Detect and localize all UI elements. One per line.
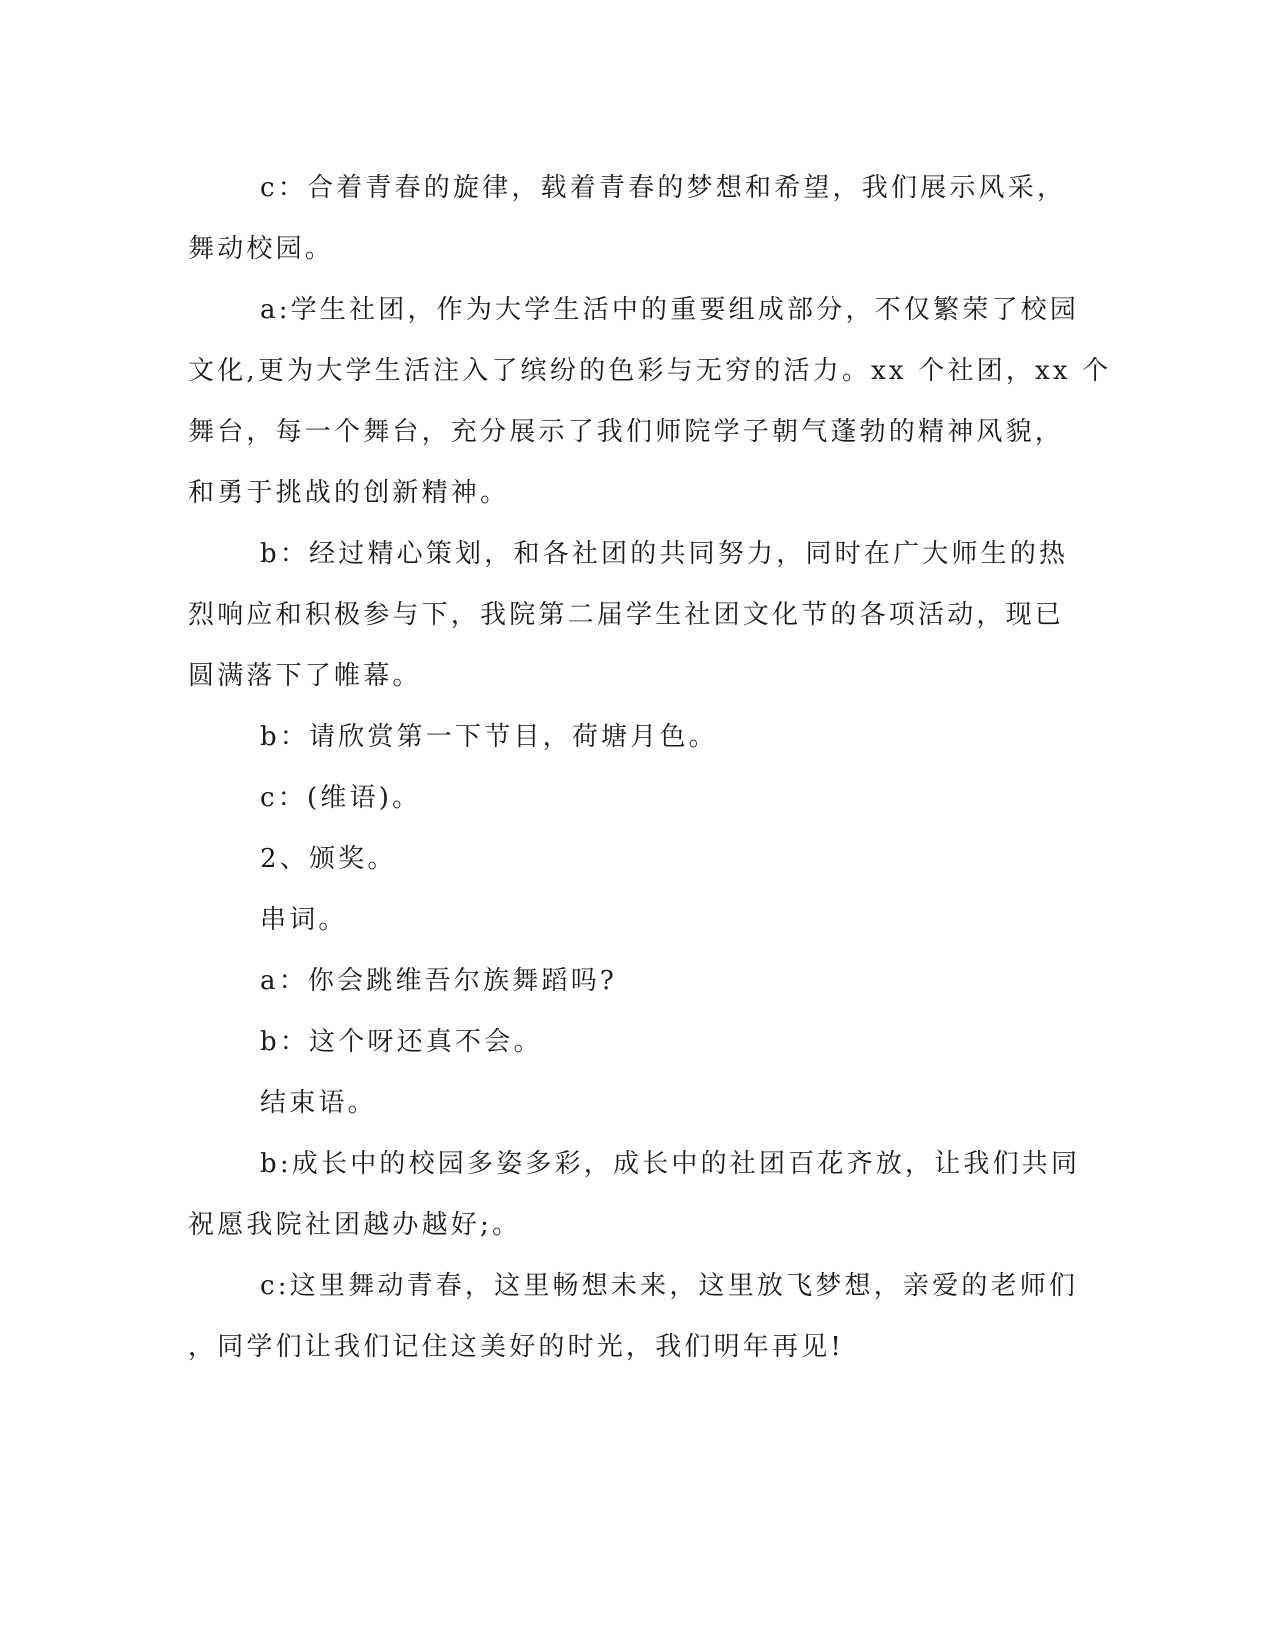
paragraph-a-clubs	[188, 280, 1112, 524]
text-line: 烈响应和积极参与下，我院第二届学生社团文化节的各项活动，现已	[188, 600, 1065, 630]
paragraph-b-program	[188, 707, 1068, 768]
text-line: 文化,更为大学生活注入了缤纷的色彩与无穷的活力。xx 个社团，xx 个	[188, 356, 1112, 386]
paragraph-c-closing	[188, 1256, 1079, 1378]
paragraph-opening-c	[188, 158, 1068, 280]
text-line: ，同学们让我们记住这美好的时光，我们明年再见!	[188, 1332, 845, 1362]
document-body	[188, 158, 1112, 1378]
text-line: a:学生社团，作为大学生活中的重要组成部分，不仅繁荣了校园	[260, 295, 1080, 325]
paragraph-a-question	[188, 951, 1068, 1012]
text-line: c：(维语)。	[260, 783, 422, 813]
paragraph-transition-heading	[188, 890, 1068, 951]
paragraph-award-heading	[188, 829, 1068, 890]
paragraph-c-uyghur	[188, 768, 1068, 829]
text-line: 串词。	[260, 905, 348, 935]
text-line: c:这里舞动青春，这里畅想未来，这里放飞梦想，亲爱的老师们	[260, 1271, 1079, 1301]
text-line: b：这个呀还真不会。	[260, 1027, 543, 1057]
text-line: 2、颁奖。	[260, 844, 397, 874]
text-line: 和勇于挑战的创新精神。	[188, 478, 510, 508]
text-line: b:成长中的校园多姿多彩，成长中的社团百花齐放，让我们共同	[260, 1149, 1081, 1179]
text-line: 舞动校园。	[188, 234, 335, 264]
text-line: a：你会跳维吾尔族舞蹈吗?	[260, 966, 618, 996]
paragraph-b-closing	[188, 1134, 1081, 1256]
text-line: 结束语。	[260, 1088, 377, 1118]
text-line: c：合着青春的旋律，载着青春的梦想和希望，我们展示风采，	[260, 173, 1067, 203]
paragraph-closing-heading	[188, 1073, 1068, 1134]
text-line: b：请欣赏第一下节目，荷塘月色。	[260, 722, 718, 752]
text-line: 祝愿我院社团越办越好;。	[188, 1210, 522, 1240]
paragraph-b-answer	[188, 1012, 1068, 1073]
text-line: b：经过精心策划，和各社团的共同努力，同时在广大师生的热	[260, 539, 1069, 569]
text-line: 圆满落下了帷幕。	[188, 661, 422, 691]
paragraph-b-festival	[188, 524, 1068, 707]
text-line: 舞台，每一个舞台，充分展示了我们师院学子朝气蓬勃的精神风貌，	[188, 417, 1065, 447]
